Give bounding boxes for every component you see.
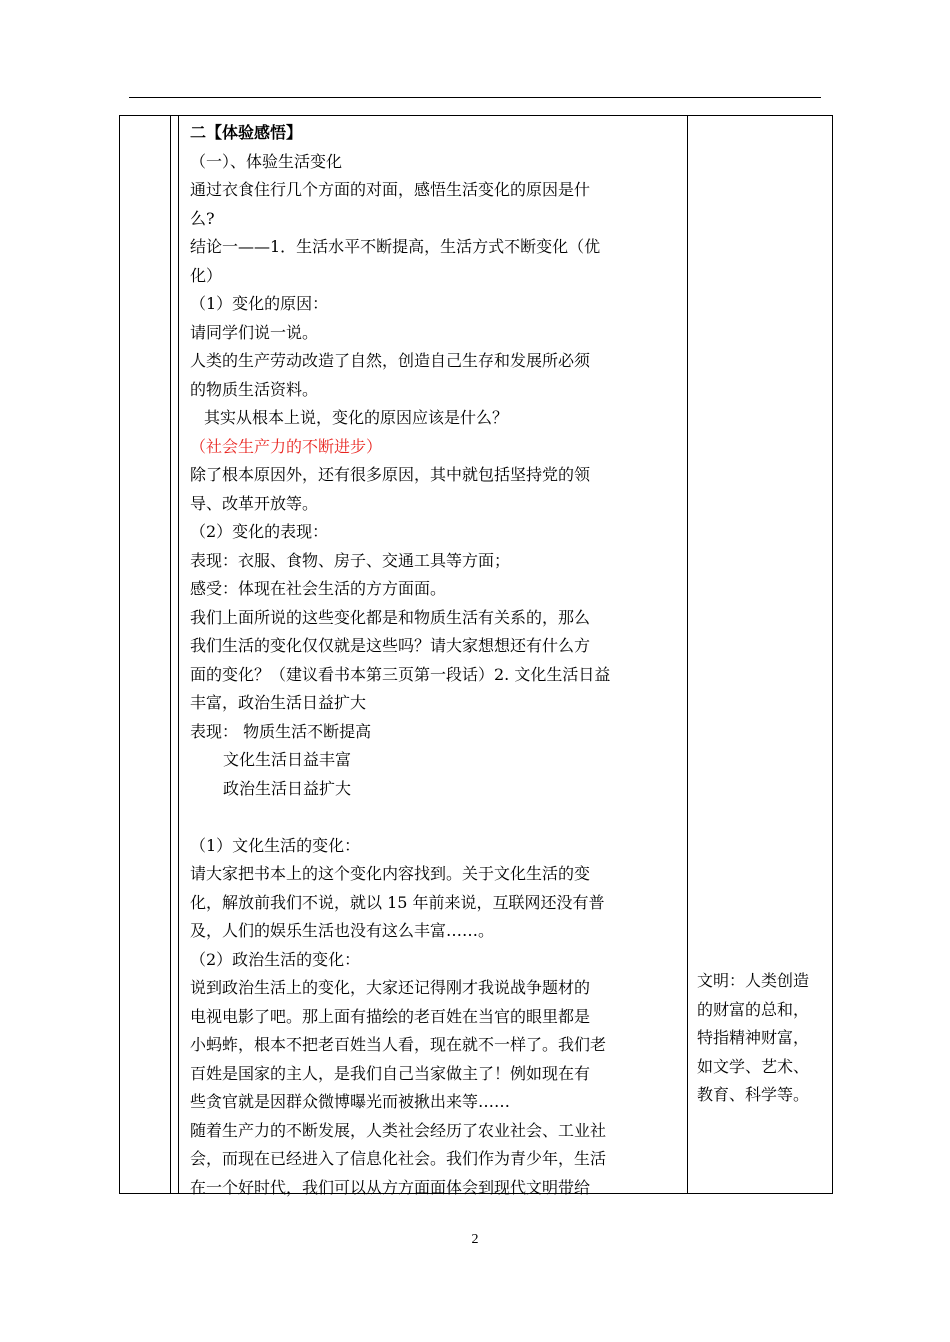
text-line: 及，人们的娱乐生活也没有这么丰富……。 <box>190 921 495 940</box>
main-content-cell <box>190 119 678 1202</box>
text-line: 小蚂蚱，根本不把老百姓当人看，现在就不一样了。我们老 <box>190 1035 607 1054</box>
text-line: 感受：体现在社会生活的方方面面。 <box>190 579 447 598</box>
column-divider <box>170 116 171 1193</box>
note-line: 教育、科学等。 <box>697 1085 810 1104</box>
text-line: 化） <box>190 265 223 285</box>
subsection-heading: （一）、体验生活变化 <box>190 151 343 171</box>
text-line: （1）文化生活的变化： <box>190 835 361 855</box>
text-line: 会，而现在已经进入了信息化社会。我们作为青少年，生活 <box>190 1149 607 1168</box>
note-line: 特指精神财富， <box>697 1028 810 1047</box>
column-divider <box>687 116 688 1193</box>
text-line: 些贪官就是因群众微博曝光而被揪出来等…… <box>190 1092 511 1111</box>
text-line: 人类的生产劳动改造了自然，创造自己生存和发展所必须 <box>190 351 591 370</box>
text-line: 说到政治生活上的变化，大家还记得刚才我说战争题材的 <box>190 978 591 997</box>
page-number: 2 <box>471 1232 479 1247</box>
text-line: 电视电影了吧。那上面有描绘的老百姓在当官的眼里都是 <box>190 1006 591 1026</box>
note-line: 文明：人类创造 <box>697 971 810 990</box>
column-divider <box>178 116 179 1193</box>
text-line: 百姓是国家的主人，是我们自己当家做主了！例如现在有 <box>190 1063 591 1083</box>
text-line: 我们上面所说的这些变化都是和物质生活有关系的，那么 <box>190 607 591 627</box>
text-line: 导、改革开放等。 <box>190 493 319 513</box>
margin-note-cell <box>697 967 827 1110</box>
text-line: （2）政治生活的变化： <box>190 949 361 969</box>
text-line: 请大家把书本上的这个变化内容找到。关于文化生活的变 <box>190 864 591 883</box>
section-title: 二【体验感悟】 <box>190 123 303 142</box>
highlighted-answer: （社会生产力的不断进步） <box>190 436 383 456</box>
text-line: 表现：衣服、食物、房子、交通工具等方面； <box>190 550 511 570</box>
text-line: 面的变化？（建议看书本第三页第一段话）2. 文化生活日益 <box>190 664 611 684</box>
text-line: 么? <box>190 208 215 228</box>
text-line: 结论一——1．生活水平不断提高，生活方式不断变化（优 <box>190 237 601 256</box>
text-line: 文化生活日益丰富 <box>223 750 352 769</box>
text-line: 化，解放前我们不说，就以 15 年前来说，互联网还没有普 <box>190 892 605 912</box>
text-line: （2）变化的表现： <box>190 522 329 541</box>
text-line: 其实从根本上说，变化的原因应该是什么？ <box>204 408 509 427</box>
text-line: 的物质生活资料。 <box>190 379 319 399</box>
header-rule <box>129 97 821 98</box>
text-line: 我们生活的变化仅仅就是这些吗？请大家想想还有什么方 <box>190 636 591 655</box>
lesson-table <box>119 115 833 1197</box>
text-line: （1）变化的原因： <box>190 294 329 313</box>
text-line: 除了根本原因外，还有很多原因，其中就包括坚持党的领 <box>190 465 591 484</box>
text-line: 表现： 物质生活不断提高 <box>190 721 372 741</box>
blank-line <box>190 803 678 832</box>
text-line: 请同学们说一说。 <box>190 322 319 342</box>
text-line: 政治生活日益扩大 <box>223 778 352 798</box>
text-line: 通过衣食住行几个方面的对面，感悟生活变化的原因是什 <box>190 180 591 199</box>
text-line: 随着生产力的不断发展，人类社会经历了农业社会、工业社 <box>190 1120 607 1140</box>
note-line: 的财富的总和， <box>697 999 810 1019</box>
text-line: 在一个好时代，我们可以从方方面面体会到现代文明带给 <box>190 1177 591 1197</box>
text-line: 丰富，政治生活日益扩大 <box>190 693 367 712</box>
note-line: 如文学、艺术、 <box>697 1056 810 1076</box>
